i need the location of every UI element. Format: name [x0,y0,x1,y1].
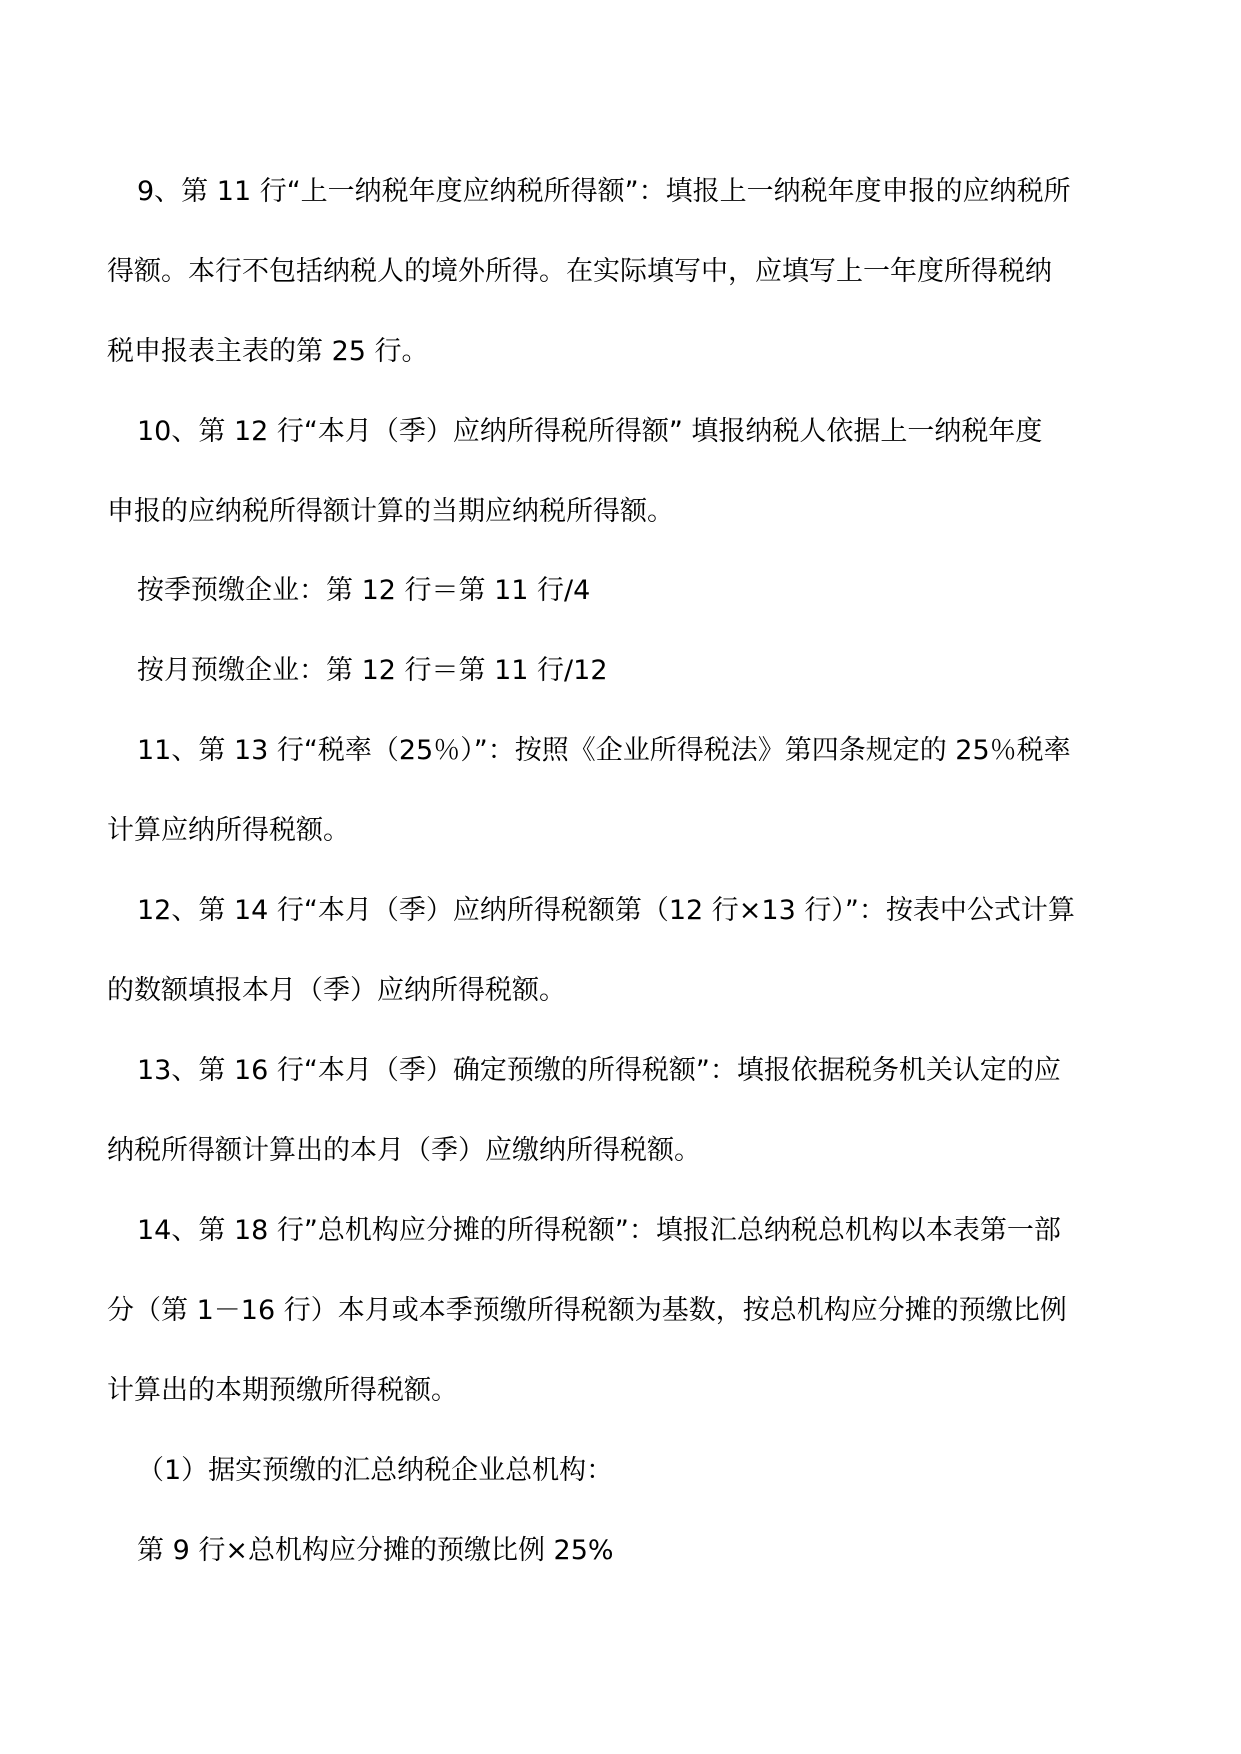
text-line-10: 12、第 14 行“本月（季）应纳所得税额第（12 行×13 行）”：按表中公式计算 [137,895,1075,926]
text-line-1: 9、第 11 行“上一纳税年度应纳税所得额”：填报上一纳税年度申报的应纳税所 [137,176,1071,207]
text-line-6: 按季预缴企业：第 12 行＝第 11 行/4 [137,575,591,606]
text-line-9: 计算应纳所得税额。 [107,815,350,846]
text-line-8: 11、第 13 行“税率（25％）”：按照《企业所得税法》第四条规定的 25％税率 [137,735,1071,766]
text-line-12: 13、第 16 行“本月（季）确定预缴的所得税额”：填报依据税务机关认定的应 [137,1055,1061,1086]
text-line-11: 的数额填报本月（季）应纳所得税额。 [107,975,566,1006]
text-line-7: 按月预缴企业：第 12 行＝第 11 行/12 [137,655,608,686]
text-line-5: 申报的应纳税所得额计算的当期应纳税所得额。 [107,496,674,527]
text-line-13: 纳税所得额计算出的本月（季）应缴纳所得税额。 [107,1135,701,1166]
text-line-16: 计算出的本期预缴所得税额。 [107,1375,458,1406]
text-line-4: 10、第 12 行“本月（季）应纳所得税所得额” 填报纳税人依据上一纳税年度 [137,416,1043,447]
text-line-14: 14、第 18 行”总机构应分摊的所得税额”：填报汇总纳税总机构以本表第一部 [137,1215,1061,1246]
text-line-18: 第 9 行×总机构应分摊的预缴比例 25% [137,1535,614,1566]
text-line-17: （1）据实预缴的汇总纳税企业总机构： [137,1455,614,1486]
text-line-2: 得额。本行不包括纳税人的境外所得。在实际填写中，应填写上一年度所得税纳 [107,256,1052,287]
text-line-3: 税申报表主表的第 25 行。 [107,336,429,367]
text-line-15: 分（第 1－16 行）本月或本季预缴所得税额为基数，按总机构应分摊的预缴比例 [107,1295,1067,1326]
